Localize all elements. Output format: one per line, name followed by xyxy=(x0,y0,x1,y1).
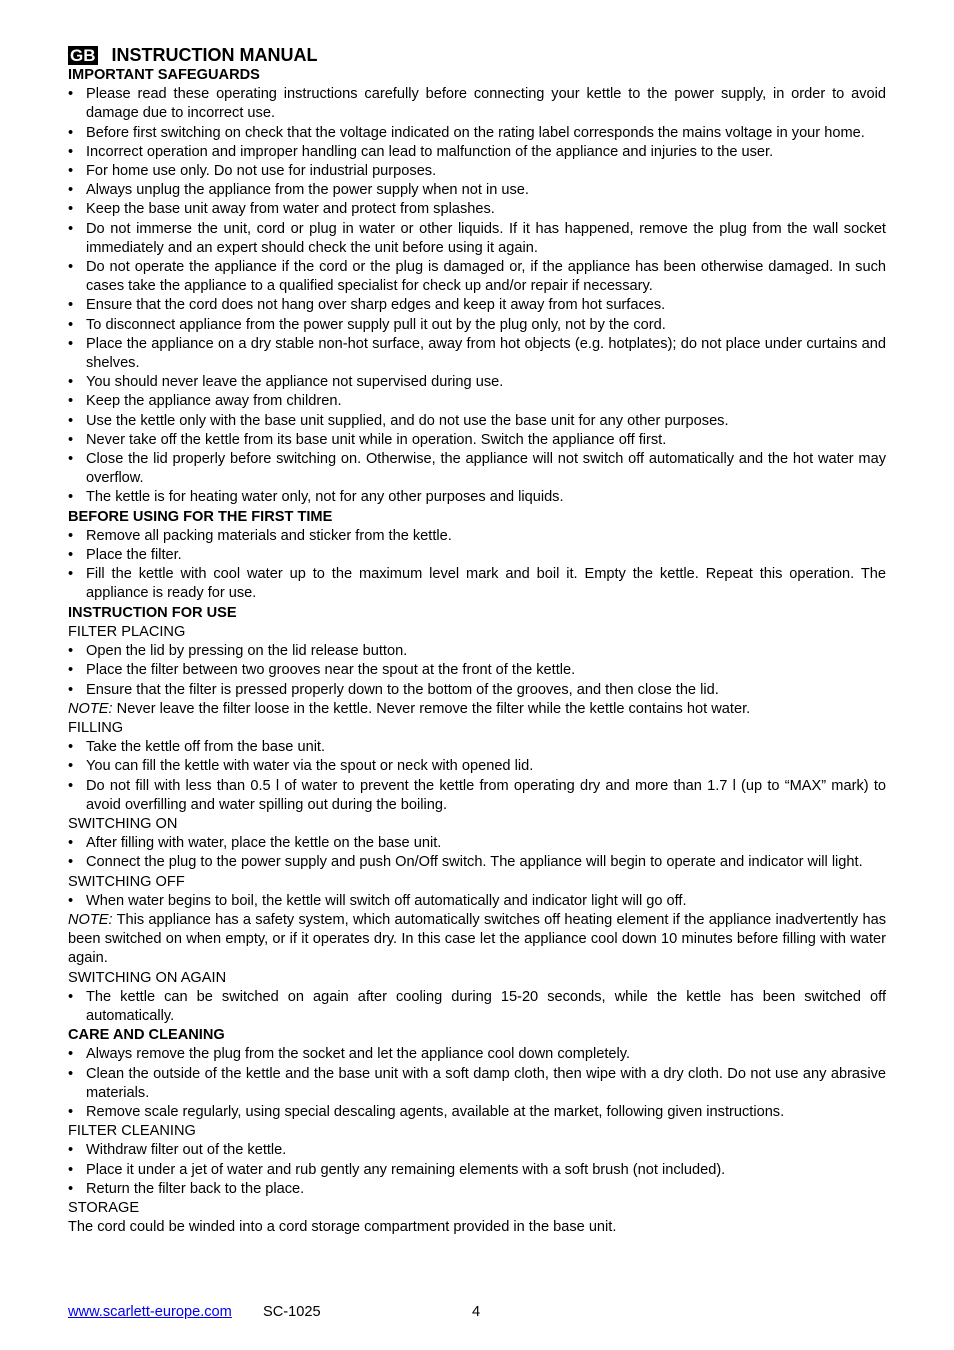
bullet-icon: • xyxy=(68,1161,74,1178)
list-item xyxy=(68,681,886,700)
bullet-icon: • xyxy=(68,988,74,1005)
list-item-text: Remove all packing materials and sticker from the kettle. xyxy=(86,527,452,544)
bullet-icon: • xyxy=(68,1065,74,1082)
note xyxy=(68,700,886,719)
list-item xyxy=(68,316,886,335)
bullet-icon: • xyxy=(68,777,74,794)
list-item-text: Before first switching on check that the voltage indicated on the rating label corresponds the mains voltage in your home. xyxy=(86,124,865,141)
list-item-text: Always unplug the appliance from the power supply when not in use. xyxy=(86,182,529,199)
list-item xyxy=(68,181,886,200)
list-item xyxy=(68,527,886,546)
list-item xyxy=(68,220,886,258)
list-item-text: Please read these operating instructions carefully before connecting your kettle to the power supply, in order to avoid damage due to incorrect use. xyxy=(86,86,886,122)
footer xyxy=(68,1302,886,1322)
list-item-text: Incorrect operation and improper handling can lead to malfunction of the appliance and injuries to the user. xyxy=(86,143,774,160)
list-item xyxy=(68,565,886,603)
bullet-list xyxy=(68,1141,886,1199)
bullet-icon: • xyxy=(68,1103,74,1120)
list-item xyxy=(68,335,886,373)
list-item xyxy=(68,143,886,162)
list-item-text: Remove scale regularly, using special descaling agents, available at the market, following given instructions. xyxy=(86,1103,785,1120)
list-item-text: Do not operate the appliance if the cord or the plug is damaged or, if the appliance has been otherwise damaged. In such cases take the appliance to a qualified specialist for check up and/or repair if necessary. xyxy=(86,259,886,295)
list-item-text: After filling with water, place the kettle on the base unit. xyxy=(86,835,442,852)
bullet-icon: • xyxy=(68,297,74,314)
page-title: INSTRUCTION MANUAL xyxy=(111,45,318,65)
bullet-icon: • xyxy=(68,163,74,180)
language-badge: GB xyxy=(70,45,96,65)
bullet-icon: • xyxy=(68,681,74,698)
section-heading: IMPORTANT SAFEGUARDS xyxy=(68,67,260,83)
note-text: This appliance has a safety system, which automatically switches off heating element if the appliance inadvertently has been switched on when empty, or if it operates dry. In this case let the appliance cool down 10 minutes before filling with water again. xyxy=(68,911,886,967)
list-item-text: For home use only. Do not use for industrial purposes. xyxy=(86,163,437,180)
list-item-text: The kettle can be switched on again after cooling during 15-20 seconds, while the kettle has been switched off automatically. xyxy=(86,988,886,1024)
subsection-heading: FILTER PLACING xyxy=(68,623,186,640)
bullet-icon: • xyxy=(68,316,74,333)
bullet-icon: • xyxy=(68,892,74,909)
note-text: Never leave the filter loose in the kettle. Never remove the filter while the kettle contains hot water. xyxy=(112,700,751,717)
list-item xyxy=(68,373,886,392)
list-item xyxy=(68,124,886,143)
list-item-text: Place the filter between two grooves near the spout at the front of the kettle. xyxy=(86,662,576,679)
paragraph: The cord could be winded into a cord storage compartment provided in the base unit. xyxy=(68,1219,617,1236)
list-item xyxy=(68,296,886,315)
bullet-icon: • xyxy=(68,854,74,871)
subsection-heading: SWITCHING ON xyxy=(68,815,178,832)
section-heading: CARE AND CLEANING xyxy=(68,1027,225,1044)
list-item xyxy=(68,450,886,488)
list-item xyxy=(68,200,886,219)
list-item xyxy=(68,757,886,776)
subsection-heading: FILLING xyxy=(68,719,124,736)
list-item-text: Clean the outside of the kettle and the base unit with a soft damp cloth, then wipe with a dry cloth. Do not use any abrasive materials. xyxy=(86,1065,886,1101)
bullet-icon: • xyxy=(68,220,74,237)
subsection-heading: SWITCHING OFF xyxy=(68,873,185,890)
page-number: 4 xyxy=(472,1304,481,1320)
bullet-icon: • xyxy=(68,1046,74,1063)
list-item-text: Place the filter. xyxy=(86,547,182,564)
list-item-text: Do not immerse the unit, cord or plug in water or other liquids. If it has happened, remove the plug from the wall socket immediately and an expert should check the unit before using it again. xyxy=(86,220,886,256)
list-item xyxy=(68,488,886,507)
list-item-text: Place it under a jet of water and rub gently any remaining elements with a soft brush (not included). xyxy=(86,1161,726,1178)
bullet-icon: • xyxy=(68,835,74,852)
list-item-text: Always remove the plug from the socket and let the appliance cool down completely. xyxy=(86,1046,631,1063)
bullet-list xyxy=(68,1045,886,1122)
list-item xyxy=(68,777,886,815)
bullet-icon: • xyxy=(68,393,74,410)
manual-body xyxy=(68,66,886,1237)
bullet-list xyxy=(68,85,886,507)
bullet-list xyxy=(68,988,886,1026)
list-item-text: You can fill the kettle with water via the spout or neck with opened lid. xyxy=(86,758,534,775)
list-item-text: Fill the kettle with cool water up to the maximum level mark and boil it. Empty the kettle. Repeat this operation. The appliance is ready for use. xyxy=(86,566,886,602)
list-item xyxy=(68,853,886,872)
list-item xyxy=(68,738,886,757)
bullet-icon: • xyxy=(68,335,74,352)
note-label: NOTE: xyxy=(68,700,113,717)
bullet-icon: • xyxy=(68,566,74,583)
bullet-icon: • xyxy=(68,739,74,756)
subsection-heading: STORAGE xyxy=(68,1199,140,1216)
list-item-text: Keep the base unit away from water and protect from splashes. xyxy=(86,201,495,218)
bullet-icon: • xyxy=(68,86,74,103)
list-item xyxy=(68,1065,886,1103)
section-heading: BEFORE USING FOR THE FIRST TIME xyxy=(68,508,333,525)
list-item xyxy=(68,988,886,1026)
bullet-icon: • xyxy=(68,431,74,448)
bullet-list xyxy=(68,738,886,815)
list-item-text: Never take off the kettle from its base unit while in operation. Switch the appliance off first. xyxy=(86,431,667,448)
list-item xyxy=(68,412,886,431)
list-item-text: Do not fill with less than 0.5 l of water to prevent the kettle from operating dry and more than 1.7 l (up to “MAX” mark) to avoid overfilling and water spilling out during the boiling. xyxy=(86,777,886,813)
list-item xyxy=(68,546,886,565)
bullet-list xyxy=(68,527,886,604)
bullet-icon: • xyxy=(68,259,74,276)
bullet-list xyxy=(68,642,886,700)
bullet-list xyxy=(68,834,886,872)
list-item-text: To disconnect appliance from the power supply pull it out by the plug only, not by the cord. xyxy=(86,316,666,333)
website-link[interactable]: www.scarlett-europe.com xyxy=(68,1304,232,1320)
list-item xyxy=(68,1045,886,1064)
note-label: NOTE: xyxy=(68,911,113,928)
bullet-list xyxy=(68,892,886,911)
list-item-text: Ensure that the cord does not hang over sharp edges and keep it away from hot surfaces. xyxy=(86,297,666,314)
bullet-icon: • xyxy=(68,201,74,218)
list-item xyxy=(68,892,886,911)
bullet-icon: • xyxy=(68,451,74,468)
list-item-text: Use the kettle only with the base unit supplied, and do not use the base unit for any other purposes. xyxy=(86,412,729,429)
bullet-icon: • xyxy=(68,489,74,506)
list-item xyxy=(68,85,886,123)
page-content xyxy=(68,44,886,1237)
list-item-text: The kettle is for heating water only, not for any other purposes and liquids. xyxy=(86,489,564,506)
list-item xyxy=(68,431,886,450)
title-row xyxy=(68,44,886,66)
list-item xyxy=(68,642,886,661)
list-item-text: You should never leave the appliance not supervised during use. xyxy=(86,374,504,391)
list-item-text: Keep the appliance away from children. xyxy=(86,393,342,410)
list-item xyxy=(68,162,886,181)
list-item xyxy=(68,392,886,411)
list-item-text: Withdraw filter out of the kettle. xyxy=(86,1142,287,1159)
list-item-text: Open the lid by pressing on the lid release button. xyxy=(86,643,408,660)
list-item-text: When water begins to boil, the kettle will switch off automatically and indicator light will go off. xyxy=(86,892,687,909)
note xyxy=(68,911,886,969)
bullet-icon: • xyxy=(68,662,74,679)
bullet-icon: • xyxy=(68,643,74,660)
bullet-icon: • xyxy=(68,182,74,199)
subsection-heading: FILTER CLEANING xyxy=(68,1123,196,1140)
bullet-icon: • xyxy=(68,374,74,391)
list-item-text: Close the lid properly before switching on. Otherwise, the appliance will not switch off automatically and the hot water may overflow. xyxy=(86,451,886,487)
subsection-heading: SWITCHING ON AGAIN xyxy=(68,969,227,986)
list-item-text: Return the filter back to the place. xyxy=(86,1180,305,1197)
list-item xyxy=(68,1161,886,1180)
list-item xyxy=(68,1180,886,1199)
list-item xyxy=(68,661,886,680)
list-item xyxy=(68,834,886,853)
bullet-icon: • xyxy=(68,758,74,775)
bullet-icon: • xyxy=(68,124,74,141)
section-heading: INSTRUCTION FOR USE xyxy=(68,604,237,621)
model-number: SC-1025 xyxy=(263,1304,321,1320)
bullet-icon: • xyxy=(68,547,74,564)
list-item xyxy=(68,258,886,296)
list-item xyxy=(68,1141,886,1160)
list-item xyxy=(68,1103,886,1122)
list-item-text: Connect the plug to the power supply and push On/Off switch. The appliance will begin to operate and indicator will light. xyxy=(86,854,863,871)
bullet-icon: • xyxy=(68,143,74,160)
bullet-icon: • xyxy=(68,1142,74,1159)
list-item-text: Ensure that the filter is pressed properly down to the bottom of the grooves, and then close the lid. xyxy=(86,681,719,698)
list-item-text: Place the appliance on a dry stable non-hot surface, away from hot objects (e.g. hotplates); do not place under curtains and shelves. xyxy=(86,335,886,372)
bullet-icon: • xyxy=(68,527,74,544)
bullet-icon: • xyxy=(68,412,74,429)
bullet-icon: • xyxy=(68,1180,74,1197)
list-item-text: Take the kettle off from the base unit. xyxy=(86,739,326,756)
